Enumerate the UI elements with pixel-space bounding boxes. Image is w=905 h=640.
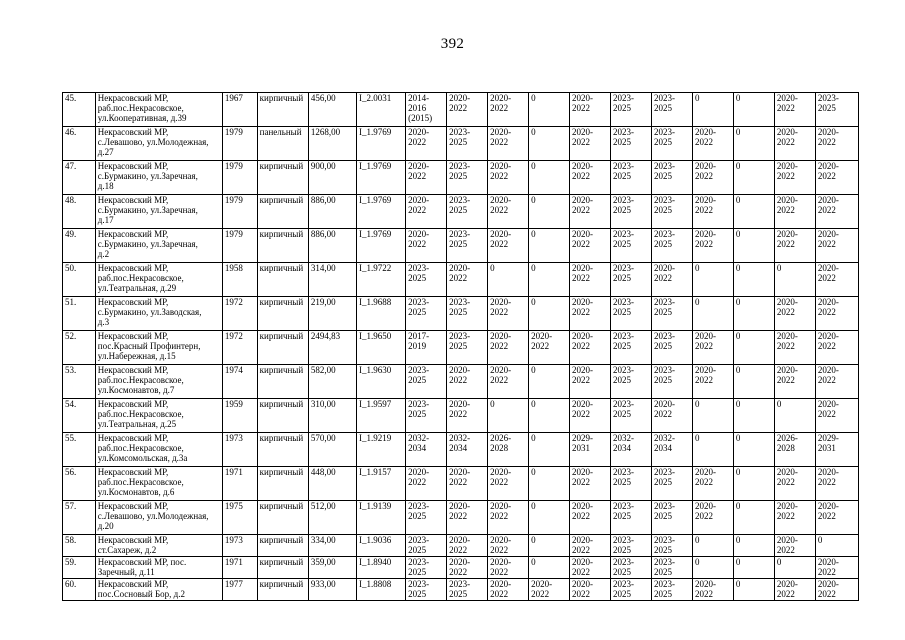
period-cell: 2023- 2025 xyxy=(651,467,692,501)
period-cell: 2020- 2022 xyxy=(692,579,733,601)
index-cell: I_1.9769 xyxy=(357,127,406,161)
area-cell: 456,00 xyxy=(308,93,356,127)
year-cell: 1972 xyxy=(222,297,257,331)
period-cell: 2020- 2022 xyxy=(815,127,858,161)
address-cell: Некрасовский МР, с.Левашово, ул.Молодежная, д.27 xyxy=(95,127,222,161)
period-cell: 2020- 2022 xyxy=(692,331,733,365)
area-cell: 512,00 xyxy=(308,501,356,535)
period-cell: 0 xyxy=(733,467,774,501)
index-cell: I_1.9157 xyxy=(357,467,406,501)
period-cell: 0 xyxy=(529,501,570,535)
index-cell: I_1.9219 xyxy=(357,433,406,467)
page-number: 392 xyxy=(440,36,465,52)
period-cell: 2020- 2022 xyxy=(529,331,570,365)
period-cell: 2020- 2022 xyxy=(488,557,529,579)
period-cell: 0 xyxy=(529,467,570,501)
period-cell: 2020- 2022 xyxy=(406,127,447,161)
period-cell: 2023- 2025 xyxy=(651,501,692,535)
period-cell: 2020- 2022 xyxy=(692,365,733,399)
period-cell: 2023- 2025 xyxy=(611,161,652,195)
period-cell: 2020- 2022 xyxy=(570,263,611,297)
table-row xyxy=(63,93,859,127)
address-cell: Некрасовский МР, с.Бурмакино, ул.Заречная, д.2 xyxy=(95,229,222,263)
period-cell: 2023- 2025 xyxy=(611,297,652,331)
period-cell: 2020- 2022 xyxy=(570,501,611,535)
period-cell: 0 xyxy=(815,535,858,557)
period-cell: 2023- 2025 xyxy=(406,579,447,601)
table-row xyxy=(63,399,859,433)
period-cell: 2026- 2028 xyxy=(774,433,815,467)
period-cell: 0 xyxy=(529,297,570,331)
period-cell: 2023- 2025 xyxy=(651,127,692,161)
period-cell: 2023- 2025 xyxy=(651,365,692,399)
period-cell: 2020- 2022 xyxy=(692,161,733,195)
row-number-cell: 51. xyxy=(63,297,96,331)
period-cell: 2020- 2022 xyxy=(570,467,611,501)
material-cell: кирпичный xyxy=(257,433,308,467)
area-cell: 570,00 xyxy=(308,433,356,467)
period-cell: 2020- 2022 xyxy=(447,399,488,433)
period-cell: 2023- 2025 xyxy=(611,501,652,535)
material-cell: кирпичный xyxy=(257,195,308,229)
period-cell: 2023- 2025 xyxy=(611,127,652,161)
period-cell: 2020- 2022 xyxy=(774,467,815,501)
material-cell: кирпичный xyxy=(257,557,308,579)
period-cell: 2023- 2025 xyxy=(611,535,652,557)
period-cell: 2020- 2022 xyxy=(815,579,858,601)
period-cell: 2020- 2022 xyxy=(774,93,815,127)
period-cell: 2020- 2022 xyxy=(815,263,858,297)
year-cell: 1979 xyxy=(222,161,257,195)
period-cell: 2023- 2025 xyxy=(406,399,447,433)
address-cell: Некрасовский МР, с.Левашово, ул.Молодежная, д.20 xyxy=(95,501,222,535)
period-cell: 2020- 2022 xyxy=(447,557,488,579)
table-row xyxy=(63,501,859,535)
area-cell: 334,00 xyxy=(308,535,356,557)
material-cell: кирпичный xyxy=(257,467,308,501)
period-cell: 2023- 2025 xyxy=(651,229,692,263)
row-number-cell: 55. xyxy=(63,433,96,467)
period-cell: 2023- 2025 xyxy=(651,557,692,579)
period-cell: 2023- 2025 xyxy=(447,161,488,195)
row-number-cell: 59. xyxy=(63,557,96,579)
period-cell: 2020- 2022 xyxy=(651,263,692,297)
period-cell: 2023- 2025 xyxy=(611,365,652,399)
index-cell: I_1.9688 xyxy=(357,297,406,331)
period-cell: 0 xyxy=(733,331,774,365)
period-cell: 2032- 2034 xyxy=(406,433,447,467)
year-cell: 1967 xyxy=(222,93,257,127)
period-cell: 2020- 2022 xyxy=(774,161,815,195)
period-cell: 0 xyxy=(733,433,774,467)
index-cell: I_1.9769 xyxy=(357,195,406,229)
period-cell: 2020- 2022 xyxy=(570,535,611,557)
period-cell: 2023- 2025 xyxy=(651,297,692,331)
period-cell: 2020- 2022 xyxy=(815,501,858,535)
period-cell: 2023- 2025 xyxy=(611,467,652,501)
material-cell: кирпичный xyxy=(257,229,308,263)
year-cell: 1971 xyxy=(222,467,257,501)
table-row xyxy=(63,535,859,557)
period-cell: 2020- 2022 xyxy=(570,557,611,579)
period-cell: 2020- 2022 xyxy=(488,297,529,331)
period-cell: 2023- 2025 xyxy=(406,263,447,297)
period-cell: 0 xyxy=(529,195,570,229)
period-cell: 0 xyxy=(692,399,733,433)
material-cell: кирпичный xyxy=(257,331,308,365)
period-cell: 2020- 2022 xyxy=(692,467,733,501)
period-cell: 0 xyxy=(529,399,570,433)
period-cell: 2020- 2022 xyxy=(406,467,447,501)
period-cell: 2023- 2025 xyxy=(611,195,652,229)
period-cell: 0 xyxy=(488,399,529,433)
period-cell: 2020- 2022 xyxy=(488,365,529,399)
period-cell: 2023- 2025 xyxy=(651,161,692,195)
period-cell: 2014- 2016 (2015) xyxy=(406,93,447,127)
period-cell: 0 xyxy=(733,263,774,297)
period-cell: 0 xyxy=(529,535,570,557)
address-cell: Некрасовский МР, раб.пос.Некрасовское, ул.Космонавтов, д.6 xyxy=(95,467,222,501)
address-cell: Некрасовский МР, раб.пос.Некрасовское, ул.Театральная, д.29 xyxy=(95,263,222,297)
period-cell: 2020- 2022 xyxy=(815,229,858,263)
area-cell: 886,00 xyxy=(308,195,356,229)
period-cell: 2020- 2022 xyxy=(774,297,815,331)
row-number-cell: 57. xyxy=(63,501,96,535)
row-number-cell: 45. xyxy=(63,93,96,127)
period-cell: 2023- 2025 xyxy=(651,535,692,557)
period-cell: 2023- 2025 xyxy=(447,195,488,229)
index-cell: I_2.0031 xyxy=(357,93,406,127)
index-cell: I_1.9650 xyxy=(357,331,406,365)
period-cell: 2020- 2022 xyxy=(815,557,858,579)
table-row xyxy=(63,195,859,229)
period-cell: 2026- 2028 xyxy=(488,433,529,467)
period-cell: 2020- 2022 xyxy=(570,161,611,195)
index-cell: I_1.9036 xyxy=(357,535,406,557)
area-cell: 219,00 xyxy=(308,297,356,331)
table-row xyxy=(63,297,859,331)
period-cell: 2023- 2025 xyxy=(406,297,447,331)
period-cell: 0 xyxy=(733,229,774,263)
index-cell: I_1.9722 xyxy=(357,263,406,297)
year-cell: 1975 xyxy=(222,501,257,535)
period-cell: 0 xyxy=(733,535,774,557)
period-cell: 2020- 2022 xyxy=(570,579,611,601)
period-cell: 2020- 2022 xyxy=(488,127,529,161)
area-cell: 933,00 xyxy=(308,579,356,601)
index-cell: I_1.8808 xyxy=(357,579,406,601)
period-cell: 0 xyxy=(733,93,774,127)
period-cell: 0 xyxy=(692,535,733,557)
period-cell: 2029- 2031 xyxy=(815,433,858,467)
period-cell: 2020- 2022 xyxy=(488,93,529,127)
area-cell: 310,00 xyxy=(308,399,356,433)
area-cell: 448,00 xyxy=(308,467,356,501)
address-cell: Некрасовский МР, раб.пос.Некрасовское, ул.Комсомольская, д.3а xyxy=(95,433,222,467)
housing-repair-table xyxy=(62,92,859,601)
period-cell: 0 xyxy=(774,263,815,297)
row-number-cell: 49. xyxy=(63,229,96,263)
period-cell: 0 xyxy=(733,365,774,399)
period-cell: 2020- 2022 xyxy=(488,161,529,195)
period-cell: 2023- 2025 xyxy=(611,331,652,365)
period-cell: 0 xyxy=(692,263,733,297)
period-cell: 2023- 2025 xyxy=(406,535,447,557)
period-cell: 0 xyxy=(529,229,570,263)
period-cell: 0 xyxy=(774,557,815,579)
period-cell: 2023- 2025 xyxy=(611,229,652,263)
table-row xyxy=(63,331,859,365)
material-cell: кирпичный xyxy=(257,535,308,557)
table-row xyxy=(63,161,859,195)
material-cell: кирпичный xyxy=(257,161,308,195)
table-row xyxy=(63,127,859,161)
period-cell: 2020- 2022 xyxy=(774,195,815,229)
index-cell: I_1.9139 xyxy=(357,501,406,535)
period-cell: 2023- 2025 xyxy=(406,365,447,399)
material-cell: кирпичный xyxy=(257,365,308,399)
year-cell: 1979 xyxy=(222,195,257,229)
period-cell: 2020- 2022 xyxy=(815,365,858,399)
period-cell: 2020- 2022 xyxy=(570,127,611,161)
table-row xyxy=(63,557,859,579)
period-cell: 2020- 2022 xyxy=(570,229,611,263)
period-cell: 2023- 2025 xyxy=(447,229,488,263)
address-cell: Некрасовский МР, пос. Заречный, д.11 xyxy=(95,557,222,579)
address-cell: Некрасовский МР, с.Бурмакино, ул.Заречная, д.18 xyxy=(95,161,222,195)
material-cell: кирпичный xyxy=(257,399,308,433)
period-cell: 2020- 2022 xyxy=(488,331,529,365)
year-cell: 1977 xyxy=(222,579,257,601)
period-cell: 2020- 2022 xyxy=(774,501,815,535)
period-cell: 0 xyxy=(733,297,774,331)
period-cell: 0 xyxy=(733,161,774,195)
year-cell: 1974 xyxy=(222,365,257,399)
row-number-cell: 54. xyxy=(63,399,96,433)
period-cell: 2017- 2019 xyxy=(406,331,447,365)
period-cell: 2020- 2022 xyxy=(406,195,447,229)
material-cell: кирпичный xyxy=(257,579,308,601)
period-cell: 0 xyxy=(692,93,733,127)
year-cell: 1979 xyxy=(222,229,257,263)
period-cell: 2020- 2022 xyxy=(570,93,611,127)
row-number-cell: 53. xyxy=(63,365,96,399)
table-row xyxy=(63,579,859,601)
period-cell: 2020- 2022 xyxy=(447,365,488,399)
period-cell: 0 xyxy=(692,557,733,579)
period-cell: 2020- 2022 xyxy=(406,161,447,195)
period-cell: 0 xyxy=(488,263,529,297)
period-cell: 0 xyxy=(692,297,733,331)
address-cell: Некрасовский МР, с.Бурмакино, ул.Заречная, д.17 xyxy=(95,195,222,229)
period-cell: 2023- 2025 xyxy=(651,195,692,229)
index-cell: I_1.9630 xyxy=(357,365,406,399)
year-cell: 1972 xyxy=(222,331,257,365)
period-cell: 2020- 2022 xyxy=(488,579,529,601)
row-number-cell: 58. xyxy=(63,535,96,557)
index-cell: I_1.9769 xyxy=(357,229,406,263)
row-number-cell: 52. xyxy=(63,331,96,365)
period-cell: 0 xyxy=(529,365,570,399)
row-number-cell: 50. xyxy=(63,263,96,297)
address-cell: Некрасовский МР, с.Бурмакино, ул.Заводская, д.3 xyxy=(95,297,222,331)
address-cell: Некрасовский МР, раб.пос.Некрасовское, ул.Космонавтов, д.7 xyxy=(95,365,222,399)
area-cell: 2494,83 xyxy=(308,331,356,365)
year-cell: 1979 xyxy=(222,127,257,161)
material-cell: кирпичный xyxy=(257,263,308,297)
period-cell: 2020- 2022 xyxy=(692,127,733,161)
address-cell: Некрасовский МР, ст.Сахареж, д.2 xyxy=(95,535,222,557)
period-cell: 2020- 2022 xyxy=(692,501,733,535)
material-cell: кирпичный xyxy=(257,501,308,535)
period-cell: 2023- 2025 xyxy=(447,297,488,331)
period-cell: 0 xyxy=(529,263,570,297)
address-cell: Некрасовский МР, раб.пос.Некрасовское, ул.Театральная, д.25 xyxy=(95,399,222,433)
period-cell: 2029- 2031 xyxy=(570,433,611,467)
table-row xyxy=(63,467,859,501)
period-cell: 0 xyxy=(529,161,570,195)
period-cell: 2023- 2025 xyxy=(611,93,652,127)
period-cell: 2032- 2034 xyxy=(651,433,692,467)
material-cell: кирпичный xyxy=(257,93,308,127)
period-cell: 2020- 2022 xyxy=(692,195,733,229)
period-cell: 2020- 2022 xyxy=(774,579,815,601)
area-cell: 900,00 xyxy=(308,161,356,195)
period-cell: 2020- 2022 xyxy=(774,229,815,263)
period-cell: 2020- 2022 xyxy=(815,331,858,365)
period-cell: 0 xyxy=(529,557,570,579)
period-cell: 0 xyxy=(733,579,774,601)
index-cell: I_1.8940 xyxy=(357,557,406,579)
period-cell: 2020- 2022 xyxy=(447,535,488,557)
period-cell: 2023- 2025 xyxy=(406,557,447,579)
period-cell: 2020- 2022 xyxy=(488,467,529,501)
period-cell: 0 xyxy=(692,433,733,467)
row-number-cell: 56. xyxy=(63,467,96,501)
period-cell: 2020- 2022 xyxy=(570,365,611,399)
period-cell: 2023- 2025 xyxy=(815,93,858,127)
period-cell: 2020- 2022 xyxy=(570,399,611,433)
period-cell: 2020- 2022 xyxy=(815,297,858,331)
period-cell: 2023- 2025 xyxy=(611,579,652,601)
period-cell: 2023- 2025 xyxy=(447,331,488,365)
table-row xyxy=(63,365,859,399)
area-cell: 886,00 xyxy=(308,229,356,263)
area-cell: 359,00 xyxy=(308,557,356,579)
period-cell: 2020- 2022 xyxy=(570,331,611,365)
period-cell: 2023- 2025 xyxy=(611,557,652,579)
period-cell: 2020- 2022 xyxy=(488,229,529,263)
period-cell: 2020- 2022 xyxy=(529,579,570,601)
period-cell: 0 xyxy=(733,501,774,535)
period-cell: 2020- 2022 xyxy=(447,263,488,297)
period-cell: 2020- 2022 xyxy=(570,297,611,331)
period-cell: 0 xyxy=(529,93,570,127)
row-number-cell: 60. xyxy=(63,579,96,601)
period-cell: 2020- 2022 xyxy=(488,195,529,229)
period-cell: 2023- 2025 xyxy=(447,127,488,161)
row-number-cell: 47. xyxy=(63,161,96,195)
period-cell: 2020- 2022 xyxy=(774,127,815,161)
index-cell: I_1.9769 xyxy=(357,161,406,195)
period-cell: 2020- 2022 xyxy=(488,535,529,557)
table-row xyxy=(63,433,859,467)
period-cell: 2032- 2034 xyxy=(611,433,652,467)
material-cell: панельный xyxy=(257,127,308,161)
area-cell: 314,00 xyxy=(308,263,356,297)
period-cell: 2020- 2022 xyxy=(447,501,488,535)
period-cell: 2020- 2022 xyxy=(651,399,692,433)
period-cell: 2020- 2022 xyxy=(447,93,488,127)
address-cell: Некрасовский МР, пос.Сосновый Бор, д.2 xyxy=(95,579,222,601)
period-cell: 2020- 2022 xyxy=(815,467,858,501)
period-cell: 2020- 2022 xyxy=(815,399,858,433)
period-cell: 2020- 2022 xyxy=(447,467,488,501)
period-cell: 2023- 2025 xyxy=(447,579,488,601)
address-cell: Некрасовский МР, раб.пос.Некрасовское, ул.Кооперативная, д.39 xyxy=(95,93,222,127)
period-cell: 2020- 2022 xyxy=(815,195,858,229)
period-cell: 0 xyxy=(529,127,570,161)
period-cell: 0 xyxy=(733,399,774,433)
period-cell: 2023- 2025 xyxy=(651,93,692,127)
year-cell: 1959 xyxy=(222,399,257,433)
period-cell: 0 xyxy=(733,557,774,579)
area-cell: 1268,00 xyxy=(308,127,356,161)
period-cell: 2020- 2022 xyxy=(815,161,858,195)
period-cell: 0 xyxy=(733,195,774,229)
period-cell: 2023- 2025 xyxy=(611,263,652,297)
index-cell: I_1.9597 xyxy=(357,399,406,433)
period-cell: 2023- 2025 xyxy=(651,579,692,601)
material-cell: кирпичный xyxy=(257,297,308,331)
period-cell: 2020- 2022 xyxy=(692,229,733,263)
period-cell: 2020- 2022 xyxy=(406,229,447,263)
period-cell: 2023- 2025 xyxy=(611,399,652,433)
period-cell: 2023- 2025 xyxy=(406,501,447,535)
period-cell: 2020- 2022 xyxy=(774,331,815,365)
year-cell: 1958 xyxy=(222,263,257,297)
period-cell: 0 xyxy=(529,433,570,467)
year-cell: 1973 xyxy=(222,433,257,467)
year-cell: 1973 xyxy=(222,535,257,557)
period-cell: 2020- 2022 xyxy=(570,195,611,229)
period-cell: 0 xyxy=(733,127,774,161)
area-cell: 582,00 xyxy=(308,365,356,399)
period-cell: 0 xyxy=(774,399,815,433)
year-cell: 1971 xyxy=(222,557,257,579)
address-cell: Некрасовский МР, пос.Красный Профинтерн, ул.Набережная, д.15 xyxy=(95,331,222,365)
period-cell: 2020- 2022 xyxy=(774,365,815,399)
table-row xyxy=(63,229,859,263)
row-number-cell: 46. xyxy=(63,127,96,161)
period-cell: 2020- 2022 xyxy=(774,535,815,557)
period-cell: 2020- 2022 xyxy=(488,501,529,535)
period-cell: 2023- 2025 xyxy=(651,331,692,365)
table-row xyxy=(63,263,859,297)
period-cell: 2032- 2034 xyxy=(447,433,488,467)
row-number-cell: 48. xyxy=(63,195,96,229)
